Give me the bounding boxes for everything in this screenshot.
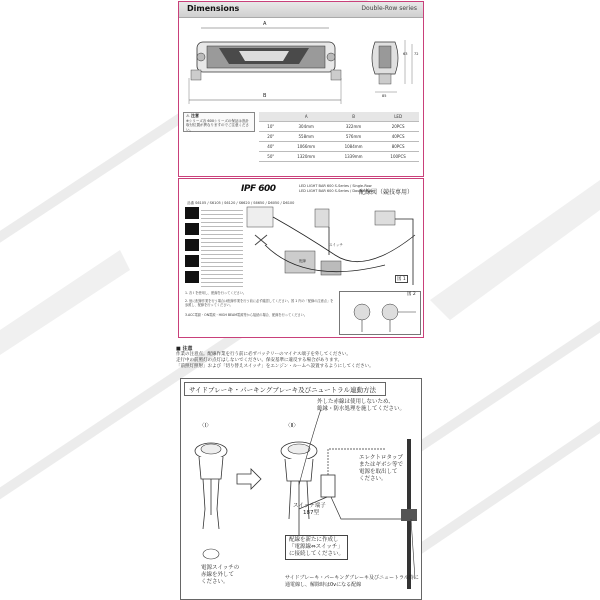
table-cell: 1084mm [330, 142, 377, 152]
note-remove-line: ください。 [201, 579, 229, 585]
table-row [259, 152, 419, 162]
note-remove-line: 電源スイッチの [201, 565, 240, 571]
table-cell: 558mm [283, 132, 330, 142]
note-remove-red [201, 565, 239, 586]
table-cell: 10" [259, 122, 283, 132]
spec-header-cell [259, 112, 283, 122]
pictogram-icon [185, 207, 199, 219]
pictogram-icon [185, 223, 199, 235]
note-tap-line: またはギボシ等で [359, 462, 404, 468]
dim-label-63: 63 [403, 52, 408, 56]
note-remove-line: 赤線を外して [201, 572, 235, 578]
pictogram-icon [185, 255, 199, 267]
note-cut-line: 絶縁・防水処理を施してください。 [317, 406, 406, 412]
series-label: Double-Row series [361, 5, 417, 12]
table-row [259, 122, 419, 132]
table-cell: 80PCS [377, 142, 419, 152]
spec-table [259, 112, 419, 162]
brand-logo: IPF 600 [241, 184, 276, 194]
pictogram-icon [185, 239, 199, 251]
table-cell: 1339mm [330, 152, 377, 162]
table-cell: 40PCS [377, 132, 419, 142]
switch-label: スイッチ [329, 243, 343, 247]
dimensions-header [179, 2, 423, 18]
table-cell: 50" [259, 152, 283, 162]
subline-single: LED LIGHT BAR 600 S-Series / Single-Row [299, 184, 372, 188]
note-cut-wire [317, 399, 405, 413]
switch-terminal-label [293, 503, 326, 517]
table-cell: 100PCS [377, 152, 419, 162]
dimensions-title: Dimensions [187, 4, 240, 13]
manual-note-3: 3.ACC電源・ON電源・HIGH BEAM電源等から接続の場合、配線を行ってください。 [185, 313, 308, 317]
spec-table-header [259, 112, 419, 122]
fig2-drawing [340, 292, 420, 334]
note-tap-line: ください。 [359, 476, 387, 482]
table-cell: 322mm [330, 122, 377, 132]
note-tap-line: エレクトロタップ [359, 455, 403, 461]
caution-line: 作業の注意点。配線作業を行う前に必ずバッテリーのマイナス端子を外してください。 [176, 352, 351, 357]
spec-header-cell: A [283, 112, 330, 122]
new-wire-box [285, 535, 348, 560]
wire-label: 配線 [299, 259, 306, 263]
note-tap-line: 電源を取出して [359, 469, 398, 475]
instruction-text-block [201, 207, 243, 287]
dim-label-b: B [263, 93, 267, 99]
bottom-note-line: 通電線し、解除時は0vになる配線 [285, 581, 362, 588]
subline-double: LED LIGHT BAR 600 S-Series / Double-Row [299, 188, 374, 193]
table-cell: 40" [259, 142, 283, 152]
table-cell: 304mm [283, 122, 330, 132]
dim-label-72: 72 [414, 52, 419, 56]
manual-note-1: 1. 各 I を使用し、配線を行ってください。 [185, 291, 247, 295]
new-wire-line: 配線を新たに作成し [289, 537, 339, 543]
fig1-label: 図 1 [397, 277, 406, 282]
bottom-note-line: サイドブレーキ・パーキングブレーキ及びニュートラル時に [285, 575, 419, 581]
dimensions-panel [178, 1, 424, 177]
table-cell: 20" [259, 132, 283, 142]
table-row [259, 132, 419, 142]
caution-line: 「前照灯照射」および「切り替えスイッチ」をエンジン・ルームへ設置するようにしてください。 [176, 364, 374, 369]
bottom-note [285, 575, 419, 588]
interlock-diagram-panel [180, 378, 422, 600]
pictogram-icon [185, 271, 199, 283]
table-cell: 576mm [330, 132, 377, 142]
dim-label-85: 85 [382, 94, 387, 98]
wiring-title: 配線図（競技専用） [359, 189, 414, 196]
caution-title: ■ 注意 [176, 346, 193, 352]
table-cell: 20PCS [377, 122, 419, 132]
step-2-label: 〈Ⅱ〉 [285, 423, 299, 429]
switch-terminal-line: 187型 [303, 510, 319, 516]
spec-header-cell: LED [377, 112, 419, 122]
dim-label-a: A [263, 21, 267, 27]
step-1-label: 〈Ⅰ〉 [199, 423, 212, 429]
model-list: 品番 S6105 / S6105 / S6120 / S6620 / S6650 / D6050 / D6100 [187, 201, 295, 205]
manual-note-2: 2. 他に配線作業を行う場合は配線作業を行う前に必ず確認してください。図 1 内の「配線の注意点」を参照し、配線を行ってください。 [185, 299, 334, 307]
caution-block [176, 346, 426, 370]
table-row [259, 142, 419, 152]
fig2-box [339, 291, 421, 335]
table-cell: 1066mm [283, 142, 330, 152]
caution-line: 走行中の前照灯の点灯はしないでください。保安基準に違反する場合があります。 [176, 358, 343, 363]
table-cell: 1320mm [283, 152, 330, 162]
diagram-title: サイドブレーキ・パーキングブレーキ及びニュートラル連動方法 [189, 386, 376, 394]
note-electro-tap [359, 455, 403, 483]
dimensions-note [183, 112, 255, 132]
note-body: ※シリーズ各 600シリーズの保証は設計 取付位置が異なりますのでご注意ください。 [186, 118, 249, 132]
new-wire-line: 「電源線⇔スイッチ」 [289, 544, 343, 550]
spec-header-cell: B [330, 112, 377, 122]
note-title: ⚠ 注意 [186, 113, 199, 118]
switch-terminal-line: スイッチ端子 [293, 503, 326, 509]
fig2-label: 図 2 [407, 292, 416, 297]
wiring-manual [178, 178, 424, 338]
note-cut-line: 外した赤線は使用しないため、 [317, 399, 394, 405]
new-wire-line: に接続してください。 [289, 551, 345, 557]
